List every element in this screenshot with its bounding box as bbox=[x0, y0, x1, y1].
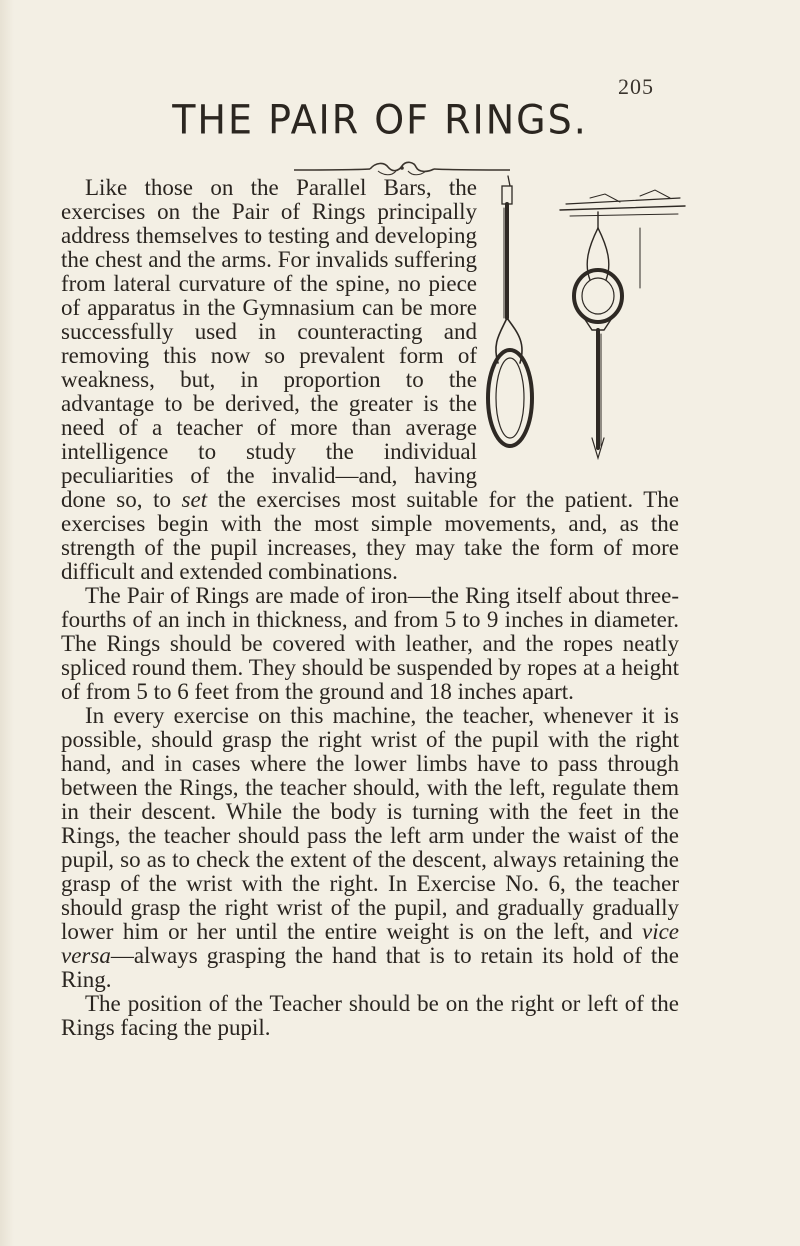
article-body bbox=[61, 176, 679, 1040]
paragraph-3-text-b: —always grasping the hand that is to retain its hold of the Ring. bbox=[61, 943, 679, 992]
paragraph-3-italic-phrase: vice versa bbox=[61, 919, 679, 968]
paragraph-4: The position of the Teacher should be on the right or left of the Rings facing the pupil. bbox=[61, 991, 679, 1040]
paragraph-2: The Pair of Rings are made of iron—the Ring itself about three-fourths of an inch in thickness, and from 5 to 9 inches in diameter. The Rings should be covered with leather, and the ropes neatly spliced round them. They should be suspended by ropes at a height of from 5 to 6 feet from the ground and 18 inches apart. bbox=[61, 583, 679, 704]
page-number: 205 bbox=[618, 74, 654, 99]
paragraph-1-text-b: the exercises most suitable for the patient. The exercises begin with the most simple movements, and, as the strength of the pupil increases, they may take the form of more difficult and extended combinations. bbox=[61, 487, 679, 584]
paragraph-1-text-a: Like those on the Parallel Bars, the exercises on the Pair of Rings principally address themselves to testing and developing the chest and the arms. For invalids suffering from lateral curvature of the spine, no piece of apparatus in the Gymnasium can be more successfully used in counteracting and removing this now so prevalent form of weakness, but, in proportion to the advantage to be derived, the greater is the need of a teacher of more than average intelligence to study the individual peculiarities of the invalid—and, having done so, to bbox=[61, 175, 477, 512]
page-edge-shadow bbox=[0, 0, 14, 1246]
figure-space bbox=[489, 182, 679, 482]
paragraph-1-italic-word: set bbox=[181, 487, 208, 512]
page-title: THE PAIR OF RINGS. bbox=[172, 96, 588, 144]
paragraph-3-text-a: In every exercise on this machine, the teacher, whenever it is possible, should grasp the right wrist of the pupil with the right hand, and in cases where the lower limbs have to pass through between the Rings, the teacher should, with the left, regulate them in their descent. While the body is turning with the feet in the Rings, the teacher should pass the left arm under the waist of the pupil, so as to check the extent of the descent, always retaining the grasp of the wrist with the right. In Exercise No. 6, the teacher should grasp the right wrist of the pupil, and gradually gradually lower him or her until the entire weight is on the left, and bbox=[61, 703, 679, 944]
paragraph-3 bbox=[61, 704, 679, 992]
